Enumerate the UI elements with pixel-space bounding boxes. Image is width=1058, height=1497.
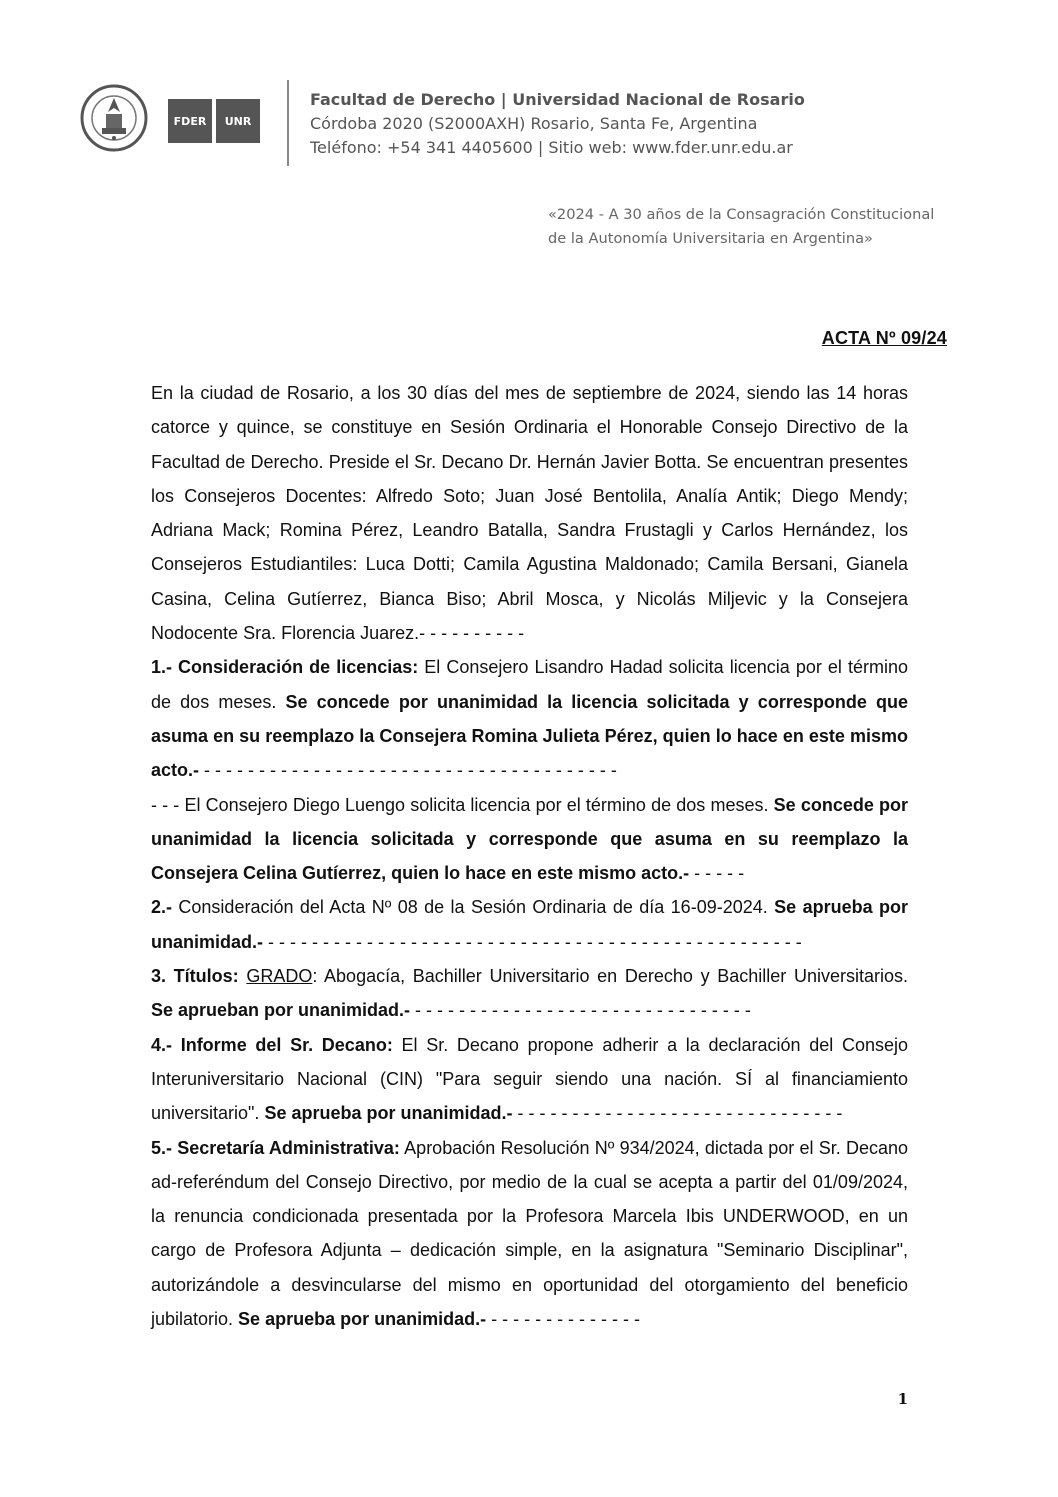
page-number: 1 xyxy=(897,1390,908,1408)
item-4-informe xyxy=(151,1028,908,1131)
item-5-resolution: Se aprueba por unanimidad.- xyxy=(238,1309,487,1330)
intro-paragraph: En la ciudad de Rosario, a los 30 días del mes de septiembre de 2024, siendo las 14 horas catorce y quince, se constituye en Sesión Ordinaria el Honorable Consejo Directivo de la Facultad de Derecho. Preside el Sr. Decano Dr. Hernán Javier Botta. Se encuentran presentes los Consejeros Docentes: Alfredo Soto; Juan José Bentolila, Analía Antik; Diego Mendy; Adriana Mack; Romina Pérez, Leandro Batalla, Sandra Frustagli y Carlos Hernández, los Consejeros Estudiantiles: Luca Dotti; Camila Agustina Maldonado; Camila Bersani, Gianela Casina, Celina Gutíerrez, Bianca Biso; Abril Mosca, y Nicolás Miljevic y la Consejera Nodocente Sra. Florencia Juarez.- - - - - - - - - - xyxy=(151,383,908,644)
document-body xyxy=(151,376,908,1336)
item-5-text: Aprobación Resolución Nº 934/2024, dictada por el Sr. Decano ad-referéndum del Consejo Directivo, por medio de la cual se acepta a partir del 01/09/2024, la renuncia condicionada presentada por la Profesora Marcela Ibis UNDERWOOD, en un cargo de Profesora Adjunta – dedicación simple, en la asignatura "Seminario Disciplinar", autorizándole a desvincularse del mismo en oportunidad del otorgamiento del beneficio jubilatorio. xyxy=(151,1137,908,1330)
item-1-dashes: - - - - - - - - - - - - - - - - - - - - - - - - - - - - - - - - - - - - - - xyxy=(199,760,617,781)
item-5-secretaria xyxy=(151,1131,908,1337)
motto-line-1: «2024 - A 30 años de la Consagración Constitucional xyxy=(548,206,935,223)
document-title: ACTA Nº 09/24 xyxy=(821,328,947,348)
fder-logo: FDER xyxy=(168,99,212,143)
item-2-dashes: - - - - - - - - - - - - - - - - - - - - - - - - - - - - - - - - - - - - - - - - - - - - - - - - - xyxy=(263,931,802,952)
item-3-resolution: Se aprueban por unanimidad.- xyxy=(151,1000,411,1021)
unr-logo: UNR xyxy=(216,99,260,143)
university-seal-logo xyxy=(80,84,148,152)
institution-name: Facultad de Derecho | Universidad Nacional de Rosario xyxy=(310,90,805,109)
item-5-dashes: - - - - - - - - - - - - - - xyxy=(486,1309,641,1330)
motto-line-2: de la Autonomía Universitaria en Argentina» xyxy=(548,230,873,247)
item-4-resolution: Se aprueba por unanimidad.- xyxy=(264,1103,513,1124)
item-1-resolution: Se concede por unanimidad la licencia solicitada y corresponde que asuma en su reemplazo la Consejera Romina Julieta Pérez, quien lo hace en este mismo acto.- xyxy=(151,691,908,781)
item-4-dashes: - - - - - - - - - - - - - - - - - - - - - - - - - - - - - - xyxy=(512,1103,843,1124)
year-motto xyxy=(548,203,934,251)
institution-address: Córdoba 2020 (S2000AXH) Rosario, Santa Fe, Argentina xyxy=(310,114,758,133)
item-3-grado: GRADO xyxy=(246,966,313,987)
item-3-dashes: - - - - - - - - - - - - - - - - - - - - - - - - - - - - - - - xyxy=(410,1000,751,1021)
item-1b-lead: - - - xyxy=(151,794,185,815)
letterhead xyxy=(310,88,805,160)
item-4-heading: 4.- Informe del Sr. Decano: xyxy=(151,1034,393,1055)
item-5-heading: 5.- Secretaría Administrativa: xyxy=(151,1137,400,1158)
header-divider xyxy=(287,80,289,166)
item-1-heading: 1.- Consideración de licencias: xyxy=(151,657,419,678)
item-3-heading: 3. Títulos: xyxy=(151,966,239,987)
item-1-text: El Consejero Lisandro Hadad solicita licencia por el término de dos meses. xyxy=(151,657,908,712)
item-2-heading: 2.- xyxy=(151,897,173,918)
item-2-acta xyxy=(151,890,908,959)
item-2-resolution: Se aprueba por unanimidad.- xyxy=(151,897,908,952)
item-1b-text: El Consejero Diego Luengo solicita licencia por el término de dos meses. xyxy=(184,794,774,815)
item-4-text: El Sr. Decano propone adherir a la declaración del Consejo Interuniversitario Nacional (CIN) "Para seguir siendo una nación. SÍ al financiamiento universitario". xyxy=(151,1034,908,1124)
item-2-text: Consideración del Acta Nº 08 de la Sesión Ordinaria de día 16-09-2024. xyxy=(172,897,775,918)
item-1b-resolution: Se concede por unanimidad la licencia solicitada y corresponde que asuma en su reemplazo la Consejera Celina Gutíerrez, quien lo hace en este mismo acto.- xyxy=(151,794,908,884)
item-3-text: : Abogacía, Bachiller Universitario en Derecho y Bachiller Universitarios. xyxy=(312,966,908,987)
item-1-licencias xyxy=(151,650,908,787)
item-1b-dashes: - - - - - xyxy=(689,863,745,884)
item-3-titulos xyxy=(151,959,908,1028)
item-1b-licencia xyxy=(151,788,908,891)
institution-contact: Teléfono: +54 341 4405600 | Sitio web: www.fder.unr.edu.ar xyxy=(310,138,793,157)
